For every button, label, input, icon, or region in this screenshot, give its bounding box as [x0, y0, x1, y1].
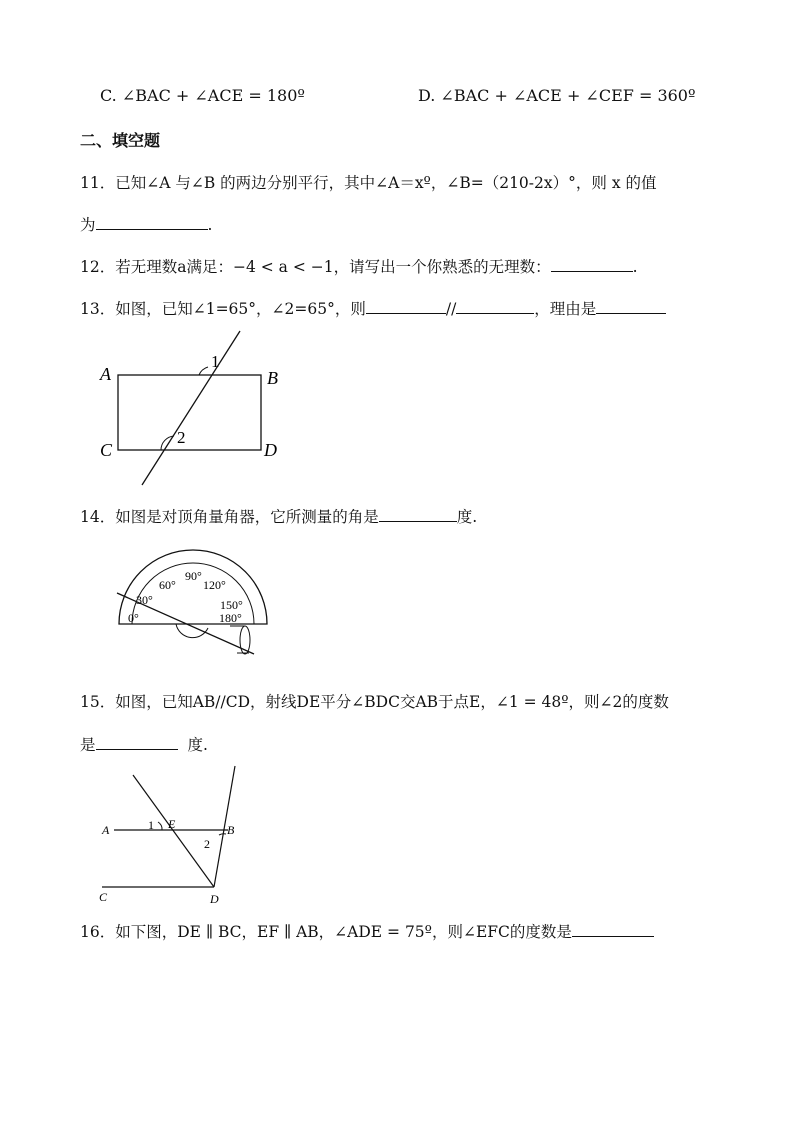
q14-figure	[112, 536, 277, 666]
tick-120: 120°	[203, 578, 226, 592]
q12-answer-blank[interactable]	[551, 257, 633, 272]
q13-angle2-label: 2	[177, 428, 186, 447]
q13-blank-1[interactable]	[366, 299, 446, 314]
q12-suffix: .	[632, 258, 638, 276]
section-title: 二、填空题	[80, 131, 161, 150]
q13-blank-2[interactable]	[456, 299, 534, 314]
q13-label-c: C	[100, 440, 113, 460]
q12-line	[80, 255, 638, 277]
q15-label-a: A	[102, 823, 110, 837]
q11-suffix: .	[207, 216, 213, 234]
q11-prefix: 为	[80, 216, 96, 234]
q15-label-c: C	[99, 890, 108, 904]
q13-transversal	[142, 331, 240, 485]
q11-line1: 11．已知∠A 与∠B 的两边分别平行，其中∠A＝xº，∠B=（210-2x）°，则 x 的值	[80, 174, 657, 192]
q13-label-b: B	[267, 368, 278, 388]
q15-angle1-arc	[158, 822, 162, 830]
ray-de	[133, 775, 214, 887]
q15-prefix: 是	[80, 736, 96, 754]
q14-suffix: 度.	[456, 508, 478, 526]
q13-reason-blank[interactable]	[596, 299, 666, 314]
tick-60: 60°	[159, 578, 176, 592]
q13-angle1-label: 1	[211, 352, 220, 371]
option-c: C. ∠BAC + ∠ACE = 180º	[100, 86, 305, 105]
tick-180: 180°	[219, 611, 242, 625]
q15-figure	[96, 760, 256, 910]
tick-0: 0°	[128, 611, 139, 625]
q13-label-d: D	[264, 440, 277, 460]
q13-prefix: 13．如图，已知∠1=65°，∠2=65°，则	[80, 300, 366, 318]
q13-label-a: A	[100, 364, 111, 384]
q15-suffix: 度.	[187, 736, 208, 754]
q15-line1: 15．如图，已知AB//CD，射线DE平分∠BDC交AB于点E，∠1 = 48º，则∠2的度数	[80, 693, 669, 711]
q14-answer-blank[interactable]	[379, 507, 457, 522]
q16-answer-blank[interactable]	[572, 922, 654, 937]
q11-line2	[80, 213, 212, 235]
q15-angle2-label: 2	[204, 837, 210, 851]
q15-label-b: B	[227, 823, 235, 837]
q13-line	[80, 297, 666, 319]
tick-150: 150°	[220, 598, 243, 612]
q15-angle1-label: 1	[148, 818, 154, 832]
q13-figure	[90, 325, 300, 490]
q13-rectangle	[118, 375, 261, 450]
q15-label-e: E	[168, 817, 176, 831]
q15-line2	[80, 733, 208, 755]
q12-prefix: 12．若无理数a满足：−4 < a < −1，请写出一个你熟悉的无理数：	[80, 258, 551, 276]
option-d: D. ∠BAC + ∠ACE + ∠CEF = 360º	[418, 86, 696, 105]
q11-answer-blank[interactable]	[96, 215, 208, 230]
q13-parallel: //	[445, 300, 457, 318]
q15-answer-blank[interactable]	[96, 735, 178, 750]
q15-label-d: D	[210, 892, 219, 906]
q14-line	[80, 505, 477, 527]
tick-30: 30°	[136, 593, 153, 607]
q13-angle1-arc	[199, 367, 208, 375]
tick-90: 90°	[185, 569, 202, 583]
q14-prefix: 14．如图是对顶角量角器，它所测量的角是	[80, 508, 379, 526]
q13-after: ，理由是	[534, 300, 597, 318]
q16-line	[80, 920, 654, 942]
q16-text: 16．如下图，DE ∥ BC，EF ∥ AB，∠ADE = 75º，则∠EFC的度数是	[80, 923, 572, 941]
protractor-outer-arc	[119, 550, 267, 624]
